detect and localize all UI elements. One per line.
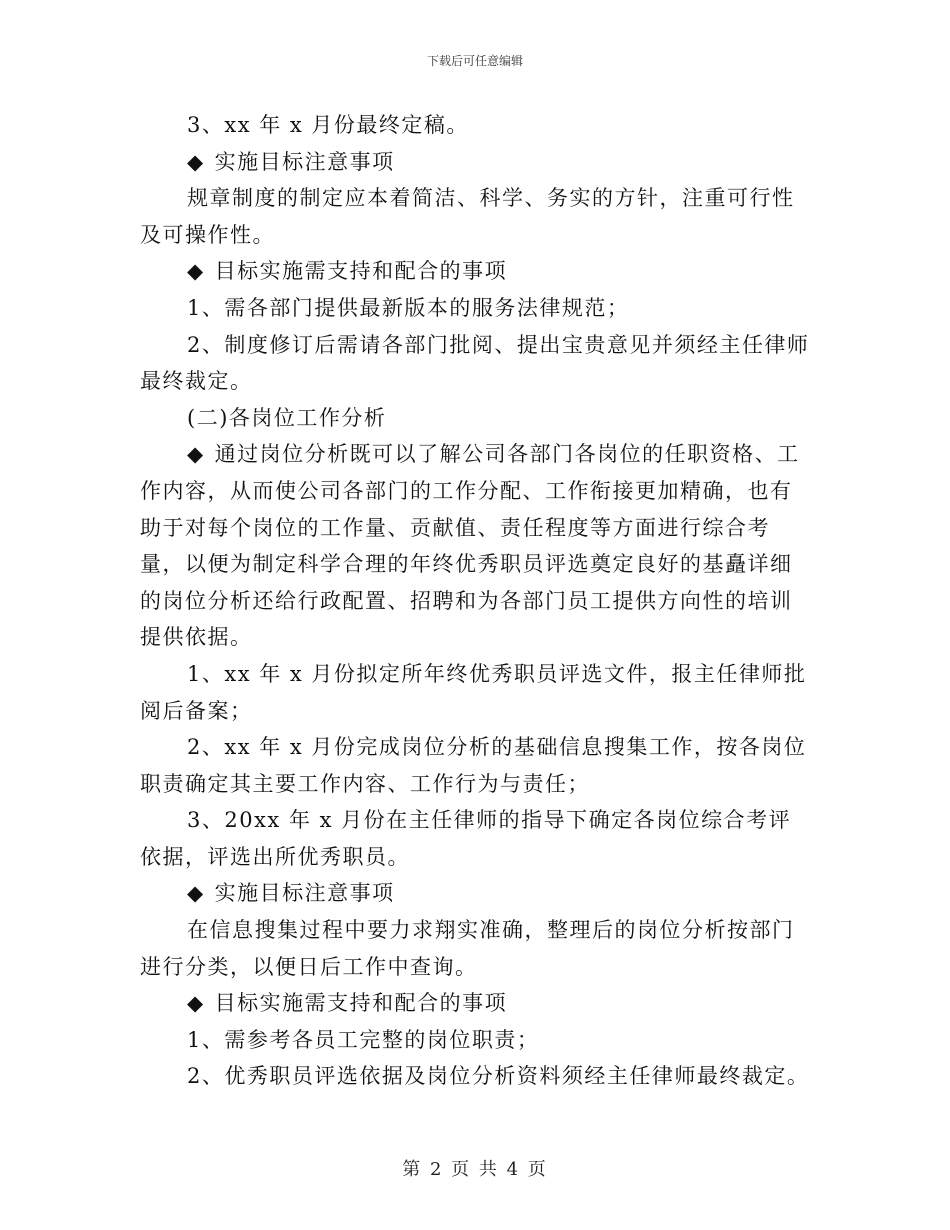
section-heading-text: (二)各岗位工作分析 bbox=[187, 405, 387, 430]
heading-implementation-notes-2 bbox=[140, 875, 810, 912]
diamond-bullet-icon: ◆ bbox=[187, 259, 205, 284]
paragraph-text: 2、制度修订后需请各部门批阅、提出宝贵意见并须经主任律师最终裁定。 bbox=[140, 332, 810, 394]
heading-text: 实施目标注意事项 bbox=[214, 149, 395, 174]
diamond-bullet-icon: ◆ bbox=[187, 881, 205, 906]
paragraph-text: 通过岗位分析既可以了解公司各部门各岗位的任职资格、工作内容，从而使公司各部门的工作分配、工作衔接更加精确，也有助于对每个岗位的工作量、贡献值、责任程度等方面进行综合考量，以便为制定科学合理的年终优秀职员评选奠定良好的基矗详细的岗位分析还给行政配置、招聘和为各部门员工提供方向性的培训提供依据。 bbox=[140, 442, 800, 650]
paragraph-text: 3、20xx 年 x 月份在主任律师的指导下确定各岗位综合考评依据，评选出所优秀职员。 bbox=[140, 808, 792, 869]
paragraph-text: 2、优秀职员评选依据及岗位分析资料须经主任律师最终裁定。 bbox=[187, 1064, 810, 1089]
paragraph-10 bbox=[140, 729, 810, 802]
paragraph-1 bbox=[140, 107, 810, 144]
diamond-bullet-icon: ◆ bbox=[187, 991, 205, 1016]
heading-text: 目标实施需支持和配合的事项 bbox=[214, 259, 508, 284]
paragraph-text: 1、需参考各员工完整的岗位职责； bbox=[187, 1027, 540, 1052]
paragraph-6 bbox=[140, 327, 810, 400]
section-heading bbox=[140, 400, 810, 437]
diamond-bullet-icon: ◆ bbox=[187, 149, 205, 174]
heading-text: 目标实施需支持和配合的事项 bbox=[214, 991, 508, 1016]
paragraph-9 bbox=[140, 656, 810, 729]
paragraph-15 bbox=[140, 1022, 810, 1059]
document-body bbox=[140, 107, 810, 1095]
paragraph-16 bbox=[140, 1058, 810, 1095]
paragraph-text: 在信息搜集过程中要力求翔实准确，整理后的岗位分析按部门进行分类，以便日后工作中查询。 bbox=[140, 918, 795, 979]
paragraph-5 bbox=[140, 290, 810, 327]
heading-implementation-notes bbox=[140, 144, 810, 181]
paragraph-text: 3、xx 年 x 月份最终定稿。 bbox=[187, 113, 469, 137]
heading-support-items-2 bbox=[140, 985, 810, 1022]
paragraph-3 bbox=[140, 180, 810, 253]
page-header: 下载后可任意编辑 bbox=[426, 54, 523, 68]
paragraph-text: 规章制度的制定应本着简洁、科学、务实的方针，注重可行性及可操作性。 bbox=[140, 186, 795, 247]
paragraph-11 bbox=[140, 802, 810, 875]
diamond-bullet-icon: ◆ bbox=[187, 442, 205, 467]
paragraph-text: 2、xx 年 x 月份完成岗位分析的基础信息搜集工作，按各岗位职责确定其主要工作内容、工作行为与责任； bbox=[140, 735, 807, 796]
page-number-footer: 第 2 页 共 4 页 bbox=[402, 1159, 548, 1180]
heading-support-items bbox=[140, 253, 810, 290]
paragraph-text: 1、需各部门提供最新版本的服务法律规范； bbox=[187, 295, 630, 320]
heading-text: 实施目标注意事项 bbox=[214, 881, 395, 906]
paragraph-13 bbox=[140, 912, 810, 985]
paragraph-text: 1、xx 年 x 月份拟定所年终优秀职员评选文件，报主任律师批阅后备案； bbox=[140, 661, 807, 723]
paragraph-8 bbox=[140, 436, 810, 656]
